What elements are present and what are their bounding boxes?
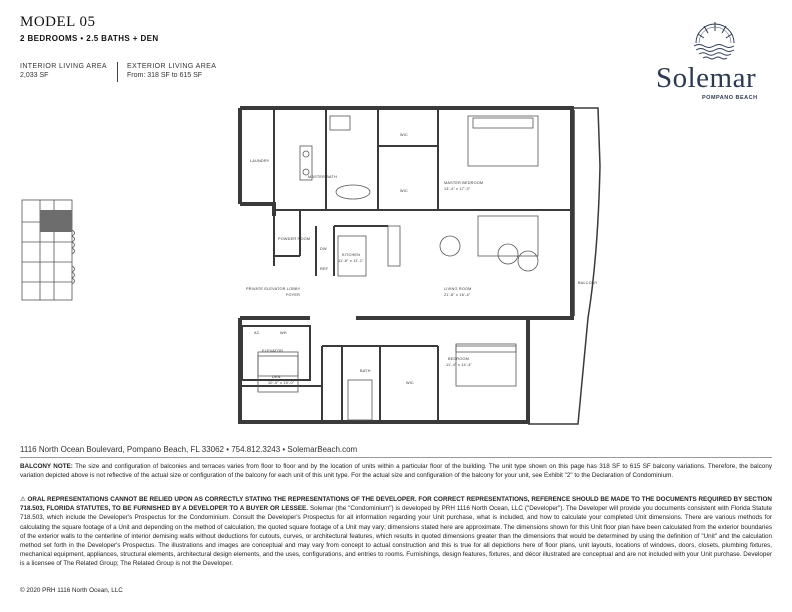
key-plan (18, 196, 80, 306)
room-label-laundry: LAUNDRY (250, 159, 270, 163)
room-label-ac: AC (254, 331, 260, 335)
room-label-den-dim: 10'-0" x 10'-0" (268, 381, 295, 385)
floor-plan (238, 106, 604, 428)
header-divider (117, 62, 118, 82)
balcony-note (20, 462, 772, 480)
oral-representations-bold: ORAL REPRESENTATIONS CANNOT BE RELIED UPON AS CORRECTLY STATING THE REPRESENTATIONS OF THE DEVELOPER. FOR CORRECT REPRESENTATIONS, REFERENCE SHOULD BE MADE TO THE DOCUMENTS REQUIRED BY SECTION 718.503, FLORIDA STATUTES, TO BE FURNISHED BY A DEVELOPER TO A BUYER OR LESSEE. (20, 496, 772, 513)
model-title: MODEL 05 (20, 14, 96, 30)
brand-name: Solemar (656, 62, 757, 94)
room-label-master-bedroom-dim: 13'-4" x 17'-3" (444, 187, 471, 191)
room-label-elevator: ELEVATOR (262, 349, 284, 353)
room-label-master-bedroom: MASTER BEDROOM (444, 181, 484, 185)
room-label-kitchen-dim: 11'-8" x 11'-1" (338, 259, 364, 263)
room-label-living-room-dim: 21'-8" x 16'-4" (444, 293, 471, 297)
room-label-wh: WH (280, 331, 287, 335)
room-label-powder-room: POWDER ROOM (278, 237, 311, 241)
exterior-area-value: From: 318 SF to 615 SF (127, 72, 203, 79)
room-label-dw: DW (320, 247, 327, 251)
room-label-wic-3: WIC (406, 381, 414, 385)
balcony-note-label: BALCONY NOTE: (20, 463, 73, 470)
oral-representations-note (20, 495, 772, 569)
warning-icon: ⚠ (20, 496, 26, 503)
brand-location: POMPANO BEACH (702, 95, 758, 101)
room-label-bath: BATH (360, 369, 371, 373)
balcony-note-text: The size and configuration of balconies and terraces varies from floor to floor and by the location of units within a particular floor of the building. The unit type shown on this page has 318 SF to 615 SF balcony variations. Therefore, the balcony variation depicted above is not reflective of the actual size or configuration of the balcony for each unit of this unit type. For the actual size and configuration of the balcony for your unit, see Exhibit "2" to the Declaration of Condominium. (20, 463, 773, 480)
copyright: © 2020 PRH 1116 North Ocean, LLC (20, 587, 123, 594)
room-label-living-room: LIVING ROOM (444, 287, 472, 291)
room-label-kitchen: KITCHEN (342, 253, 361, 257)
exterior-area-label: EXTERIOR LIVING AREA (127, 63, 217, 70)
address-line: 1116 North Ocean Boulevard, Pompano Beach, FL 33062 • 754.812.3243 • SolemarBeach.com (20, 445, 358, 454)
footer-divider (20, 457, 772, 458)
room-label-master-bath: MASTER BATH (308, 175, 337, 179)
solemar-sun-logo-icon (690, 17, 740, 63)
room-label-bedroom: BEDROOM (448, 357, 470, 361)
room-label-bedroom-dim: 11'-4" x 14'-4" (446, 363, 473, 367)
unit-specs: 2 BEDROOMS • 2.5 BATHS + DEN (20, 34, 159, 43)
interior-area-value: 2,033 SF (20, 72, 49, 79)
room-label-balcony: BALCONY (578, 281, 598, 285)
oral-representations-text: Solemar (the "Condominium") is developed by PRH 1116 North Ocean, LLC ("Developer"). The Developer will provide you documents consistent with Florida Statute 718.503, which include the Developer's Prospectus for the Condominium. Consult the Developer's Prospectus for all information regarding your Unit purchase, what is included, and how to calculate your completed Unit dimensions. There are various methods for calculating the square footage of a Unit and depending on the method of calculation, the quoted square footage of a Unit may vary; dimensions stated here are approximate. The dimensions shown for this Unit floor plan have been calculated from the exterior boundaries of the exterior walls to the centerline of interior demising walls without deductions for cutouts, curves, or architectural features, which results in quoted dimensions greater than the dimensions that would be determined by using the definition of "Unit" and the calculation method set forth in the Developer's Prospectus. The illustrations and images are conceptual and may vary from concept to actual construction and this is true for all depictions here of floor plans, unit layouts, locations of windows, doors, closets, plumbing fixtures, mechanical equipment, appliances, structural elements, architectural design elements, and the uses, configurations, and entries to rooms. Furnishings, design features, fixtures, and décor illustrated are conceptual and are not included with your Unit purchase. Developer is a licensee of The Related Group; The Related Group is not the Developer. (20, 505, 772, 568)
interior-area-label: INTERIOR LIVING AREA (20, 63, 107, 70)
room-label-ref: REF (320, 267, 329, 271)
room-label-foyer: FOYER (286, 293, 301, 297)
room-label-private-elevator: PRIVATE ELEVATOR LOBBY (246, 287, 301, 291)
room-label-den: DEN (272, 375, 281, 379)
room-label-wic-1: WIC (400, 133, 408, 137)
room-label-wic-2: WIC (400, 189, 408, 193)
highlighted-unit (40, 210, 72, 232)
